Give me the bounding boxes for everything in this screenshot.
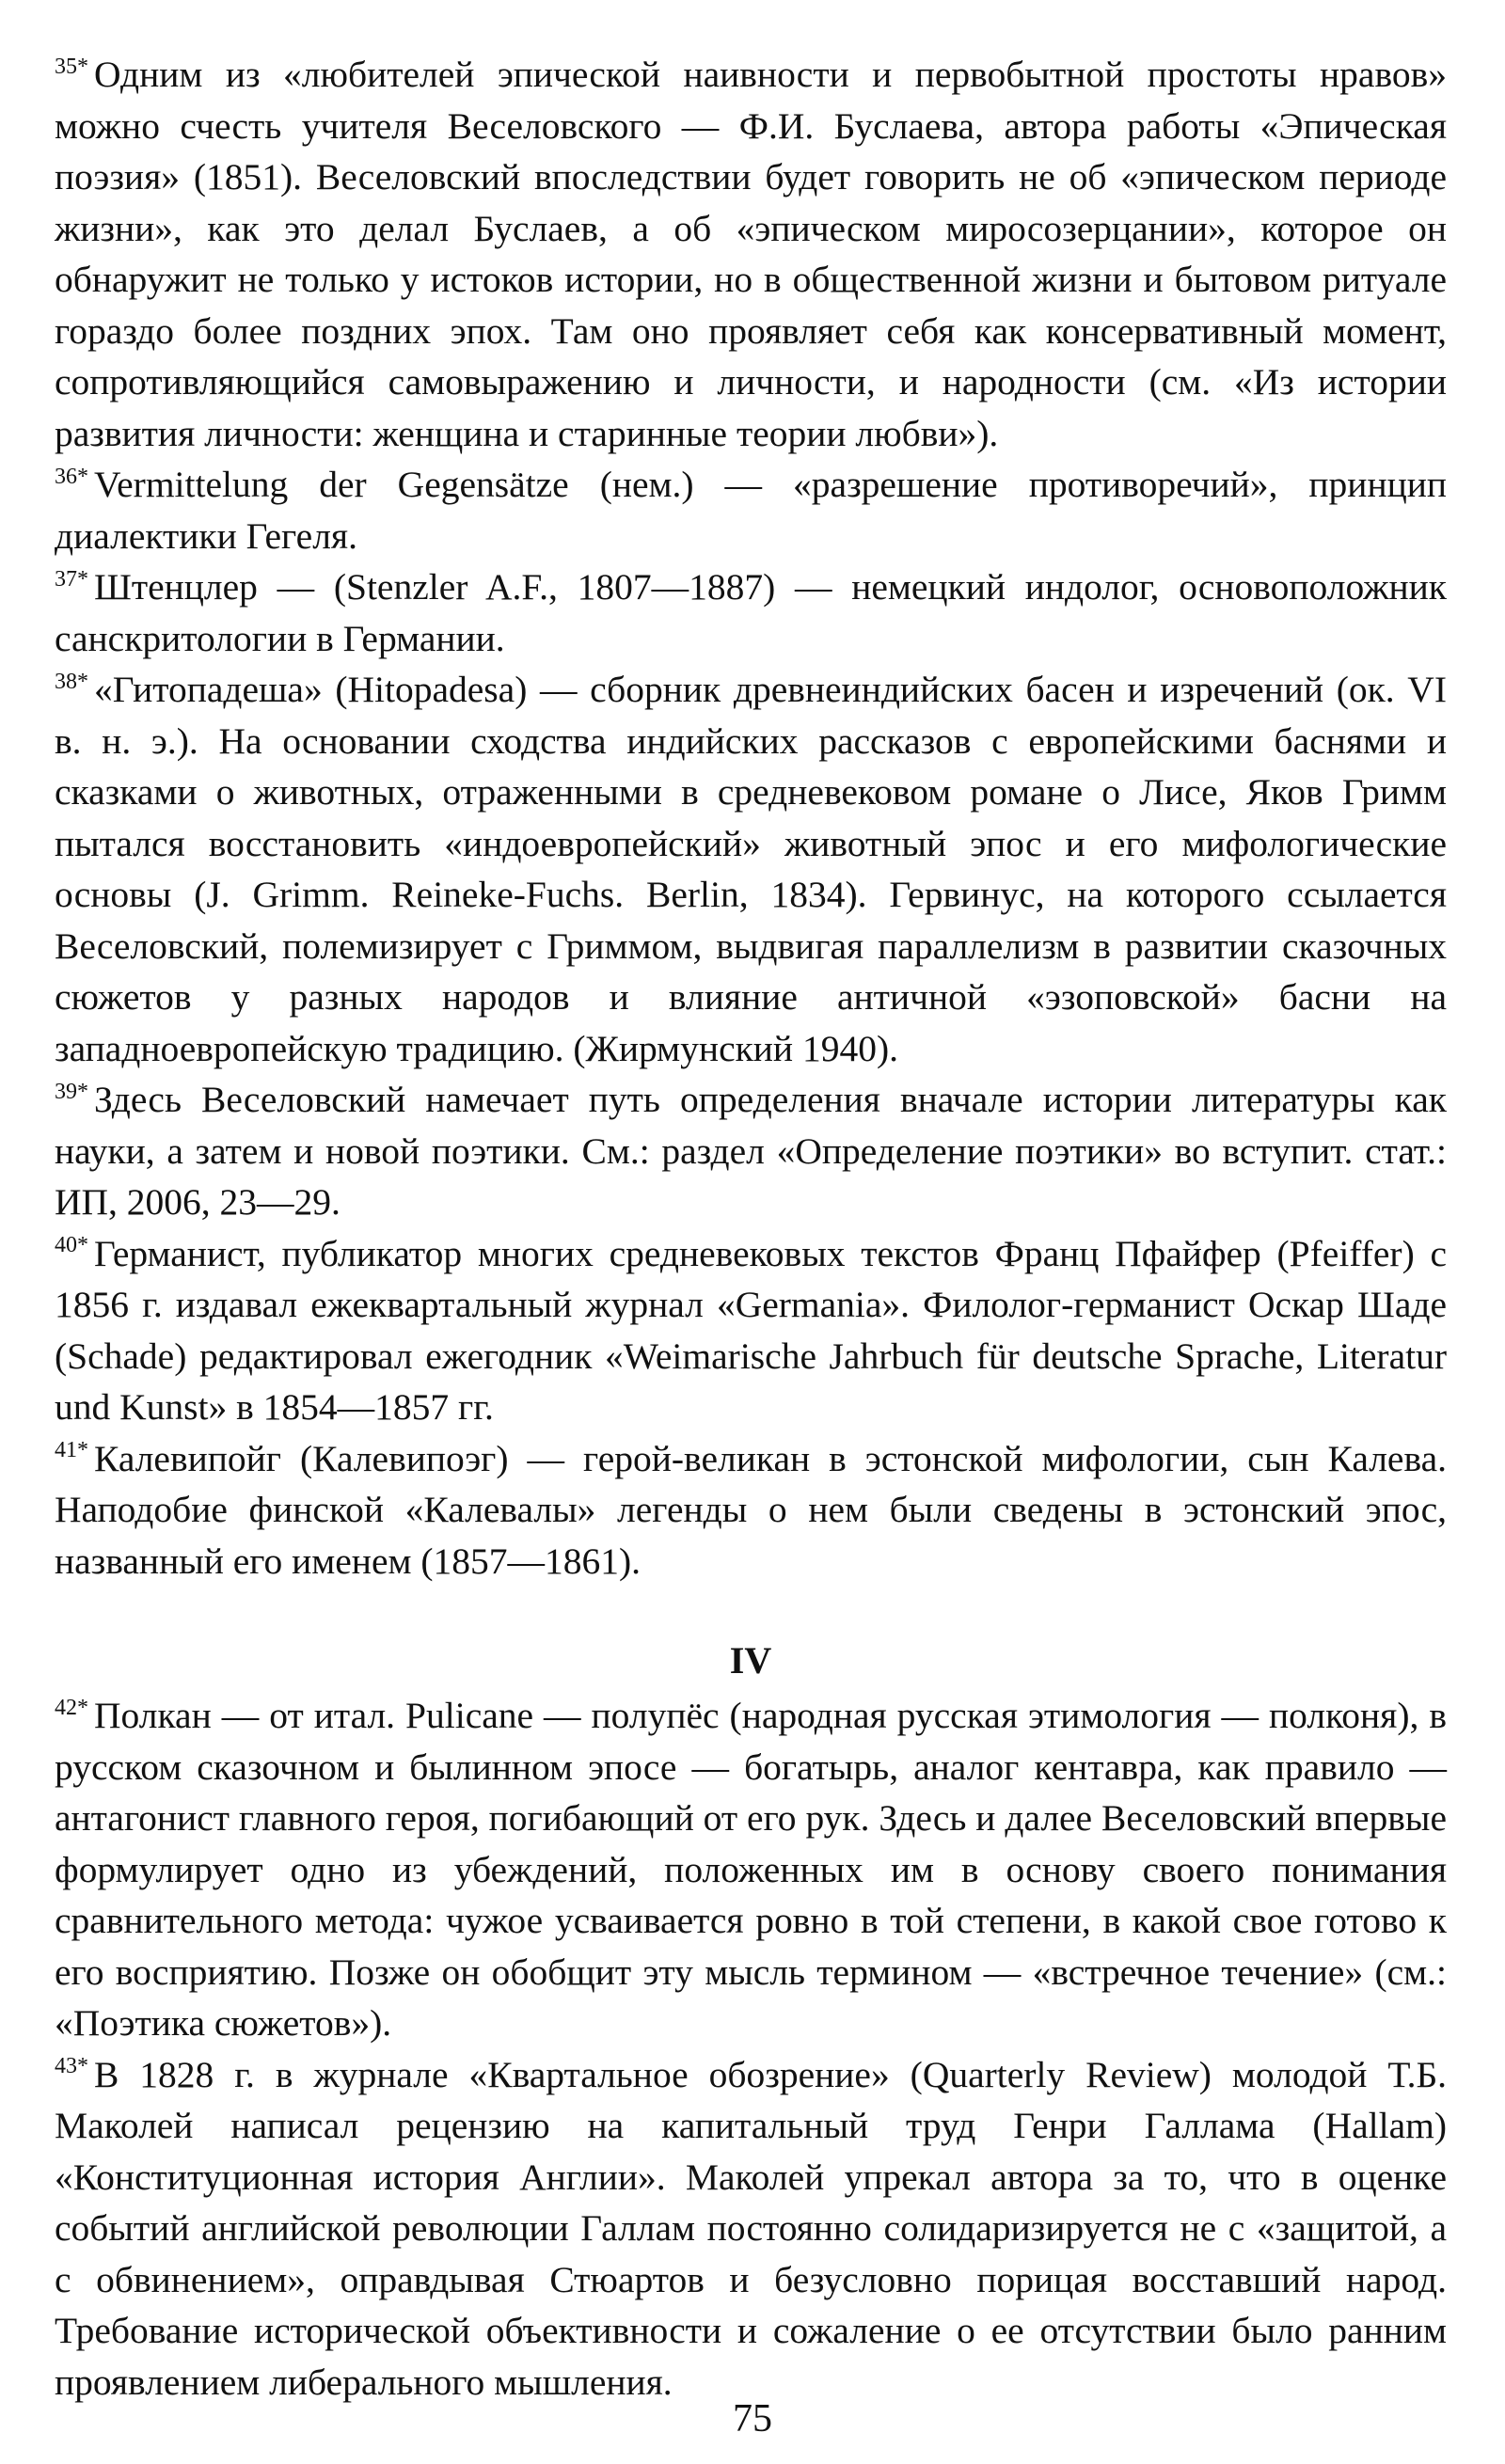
- note-number: 41*: [55, 1438, 88, 1463]
- note-text: «Гитопадеша» (Hitopadesa) — сборник древнеиндийских басен и изречений (ок. VI в. н. э.). На основании сходства индийских рассказов с европейскими баснями и сказками о животных, отраженными в средневековом романе о Лисе, Яков Гримм пытался восстановить «индоевропейский» животный эпос и его мифологические основы (J. Grimm. Reineke-Fuchs. Berlin, 1834). Гервинус, на которого ссылается Веселовский, полемизирует с Гриммом, выдвигая параллелизм в развитии сказочных сюжетов у разных народов и влияние античной «эзоповской» басни на западноевропейскую традицию. (Жирмунский 1940).: [55, 669, 1447, 1069]
- endnote-35: [55, 49, 1447, 459]
- endnote-38: [55, 664, 1447, 1074]
- endnote-37: [55, 561, 1447, 664]
- note-number: 38*: [55, 669, 88, 694]
- section-heading: IV: [729, 1639, 772, 1682]
- note-number: 35*: [55, 54, 88, 79]
- note-text: Штенцлер — (Stenzler A.F., 1807—1887) — немецкий индолог, основоположник санскритологии в Германии.: [55, 566, 1447, 659]
- note-text: Vermittelung der Gegensätze (нем.) — «разрешение противоречий», принцип диалектики Гегеля.: [55, 464, 1447, 557]
- note-number: 43*: [55, 2054, 88, 2079]
- note-number: 36*: [55, 464, 88, 489]
- note-text: Здесь Веселовский намечает путь определения вначале истории литературы как науки, а затем и новой поэтики. См.: раздел «Определение поэтики» во вступит. стат.: ИП, 2006, 23—29.: [55, 1079, 1447, 1223]
- note-number: 37*: [55, 566, 88, 592]
- note-text: Германист, публикатор многих средневековых текстов Франц Пфайфер (Pfeiffer) с 1856 г. издавал ежеквартальный журнал «Germania». Филолог-германист Оскар Шаде (Schade) редактировал ежегодник «Weimarische Jahrbuch für deutsche Sprache, Literatur und Kunst» в 1854—1857 гг.: [55, 1232, 1447, 1428]
- note-text: Одним из «любителей эпической наивности и первобытной простоты нравов» можно счесть учителя Веселовского — Ф.И. Буслаева, автора работы «Эпическая поэзия» (1851). Веселовский впоследствии будет говорить не об «эпическом периоде жизни», как это делал Буслаев, а об «эпическом миросозерцании», которое он обнаружит не только у истоков истории, но в общественной жизни и бытовом ритуале гораздо более поздних эпох. Там оно проявляет себя как консервативный момент, сопротивляющийся самовыражению и личности, и народности (см. «Из истории развития личности: женщина и старинные теории любви»).: [55, 54, 1447, 454]
- note-text: В 1828 г. в журнале «Квартальное обозрение» (Quarterly Review) молодой Т.Б. Маколей написал рецензию на капитальный труд Генри Галлама (Hallam) «Конституционная история Англии». Маколей упрекал автора за то, что в оценке событий английской революции Галлам постоянно солидаризируется не с «защитой, а с обвинением», оправдывая Стюартов и безусловно порицая восставший народ. Требование исторической объективности и сожаление о ее отсутствии было ранним проявлением либерального мышления.: [55, 2053, 1447, 2403]
- note-number: 40*: [55, 1233, 88, 1258]
- endnote-39: [55, 1074, 1447, 1228]
- note-number: 42*: [55, 1695, 88, 1720]
- note-text: Калевипойг (Калевипоэг) — герой-великан в эстонской мифологии, сын Калева. Наподобие финской «Калевалы» легенды о нем были сведены в эстонский эпос, названный его именем (1857—1861).: [55, 1437, 1447, 1582]
- endnote-41: [55, 1433, 1447, 1587]
- page-number: 75: [733, 2397, 772, 2440]
- note-number: 39*: [55, 1079, 88, 1104]
- endnote-43: [55, 2049, 1447, 2409]
- endnote-36: [55, 459, 1447, 561]
- note-text: Полкан — от итал. Pulicane — полупёс (народная русская этимология — полконя), в русском сказочном и былинном эпосе — богатырь, аналог кентавра, как правило — антагонист главного героя, погибающий от его рук. Здесь и далее Веселовский впервые формулирует одно из убеждений, положенных им в основу своего понимания сравнительного метода: чужое усваивается ровно в той степени, в какой свое готово к его восприятию. Позже он обобщит эту мысль термином — «встречное течение» (см.: «Поэтика сюжетов»).: [55, 1695, 1447, 2044]
- notes-column: [55, 49, 1447, 2408]
- endnote-42: [55, 1690, 1447, 2049]
- endnote-40: [55, 1228, 1447, 1433]
